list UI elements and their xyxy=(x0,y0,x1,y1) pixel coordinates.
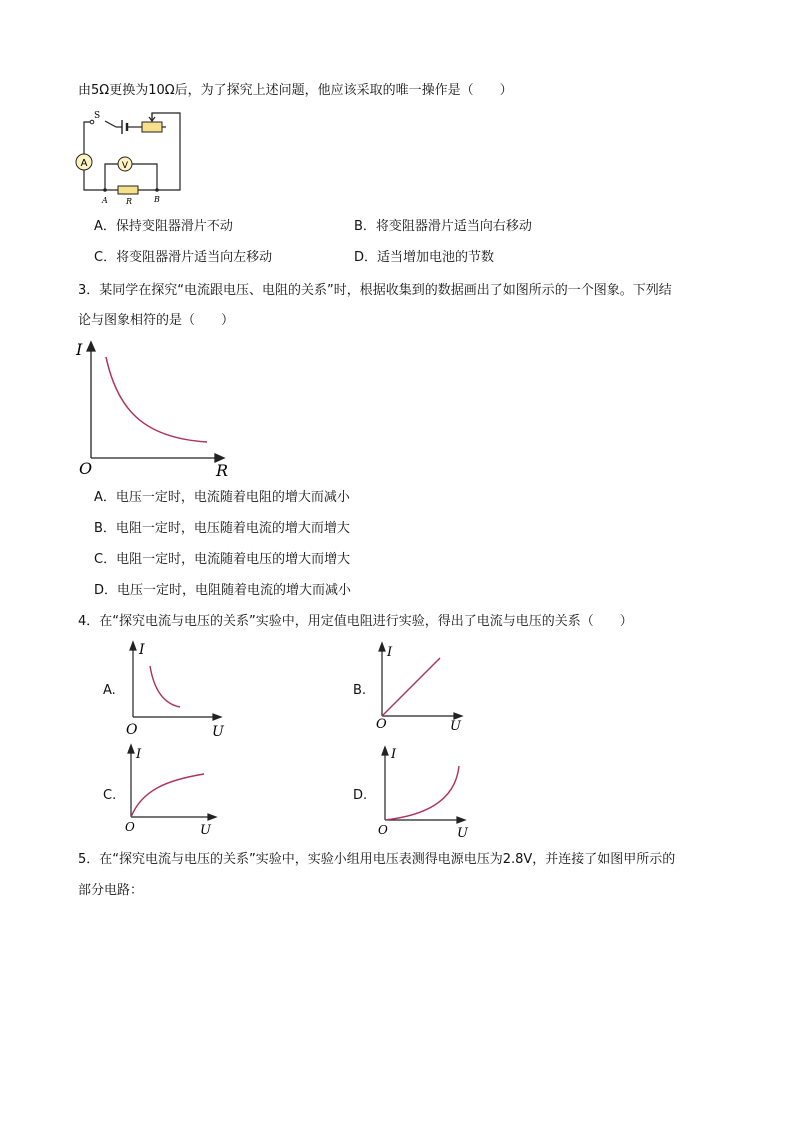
q4-graph-d xyxy=(375,744,475,839)
q4c-curve xyxy=(131,774,204,817)
q3-line1: 3．某同学在探究“电流跟电压、电阻的关系”时，根据收集到的数据画出了如图所示的一个图象。下列结 xyxy=(78,283,672,298)
q3-option-b: B．电阻一定时，电压随着电流的增大而增大 xyxy=(94,521,350,536)
svg-text:U: U xyxy=(450,719,461,734)
q4-graph-c xyxy=(122,742,227,837)
battery-icon xyxy=(122,120,127,134)
q3-origin: O xyxy=(79,459,93,478)
q2-option-b: B．将变阻器滑片适当向右移动 xyxy=(354,219,532,234)
q3-axis-y: I xyxy=(76,340,83,359)
wire-left-top xyxy=(84,122,90,154)
q4d-curve xyxy=(385,766,459,820)
q3-option-a: A．电压一定时，电流随着电阻的增大而减小 xyxy=(94,490,350,505)
q2-option-a: A．保持变阻器滑片不动 xyxy=(94,219,233,234)
q3-curve xyxy=(106,357,207,442)
circuit-diagram xyxy=(70,108,195,208)
q3-line2: 论与图象相符的是（ ） xyxy=(78,313,235,328)
switch-label: S xyxy=(94,111,101,121)
point-a-label: A xyxy=(102,196,108,205)
q4-label-d: D. xyxy=(353,788,368,803)
svg-text:O: O xyxy=(376,717,387,732)
q3-axis-x: R xyxy=(216,461,229,480)
svg-text:U: U xyxy=(212,724,224,738)
q3-graph xyxy=(72,338,242,480)
q4b-line xyxy=(382,658,440,716)
q2-option-c: C．将变阻器滑片适当向左移动 xyxy=(94,250,273,265)
resistor-label: R xyxy=(126,197,133,206)
voltmeter-label: V xyxy=(121,161,129,171)
q4-label-c: C. xyxy=(103,788,117,803)
q4-label-b: B. xyxy=(353,683,367,698)
q2-option-d: D．适当增加电池的节数 xyxy=(354,250,495,265)
q2-text: 由5Ω更换为10Ω后，为了探究上述问题，他应该采取的唯一操作是（ ） xyxy=(78,83,513,98)
svg-text:O: O xyxy=(125,820,135,834)
svg-text:U: U xyxy=(200,823,211,837)
svg-text:O: O xyxy=(378,823,388,837)
svg-text:I: I xyxy=(391,747,397,762)
q5-line1: 5．在“探究电流与电压的关系”实验中，实验小组用电压表测得电源电压为2.8V，并连接了如图甲所示的 xyxy=(78,852,676,867)
svg-text:I: I xyxy=(139,642,145,658)
svg-text:I: I xyxy=(387,645,393,660)
q5-line2: 部分电路： xyxy=(78,883,144,898)
svg-text:I: I xyxy=(136,747,142,762)
svg-text:O: O xyxy=(126,722,138,738)
resistor-icon xyxy=(118,186,138,194)
rheostat-icon xyxy=(142,122,162,132)
point-b-label: B xyxy=(154,195,160,204)
svg-text:U: U xyxy=(457,826,468,839)
wire-left-bottom xyxy=(84,170,105,190)
q4-label-a: A. xyxy=(103,683,116,698)
q4-graph-b xyxy=(372,640,472,735)
ammeter-label: A xyxy=(80,158,88,169)
q4-text: 4．在“探究电流与电压的关系”实验中，用定值电阻进行实验，得出了电流与电压的关系（ ） xyxy=(78,614,633,629)
q4a-curve xyxy=(150,666,180,707)
q4-graph-a xyxy=(122,638,232,738)
switch-blade xyxy=(105,121,116,127)
q3-option-c: C．电阻一定时，电流随着电压的增大而增大 xyxy=(94,552,351,567)
q3-option-d: D．电压一定时，电阻随着电流的增大而减小 xyxy=(94,583,352,598)
